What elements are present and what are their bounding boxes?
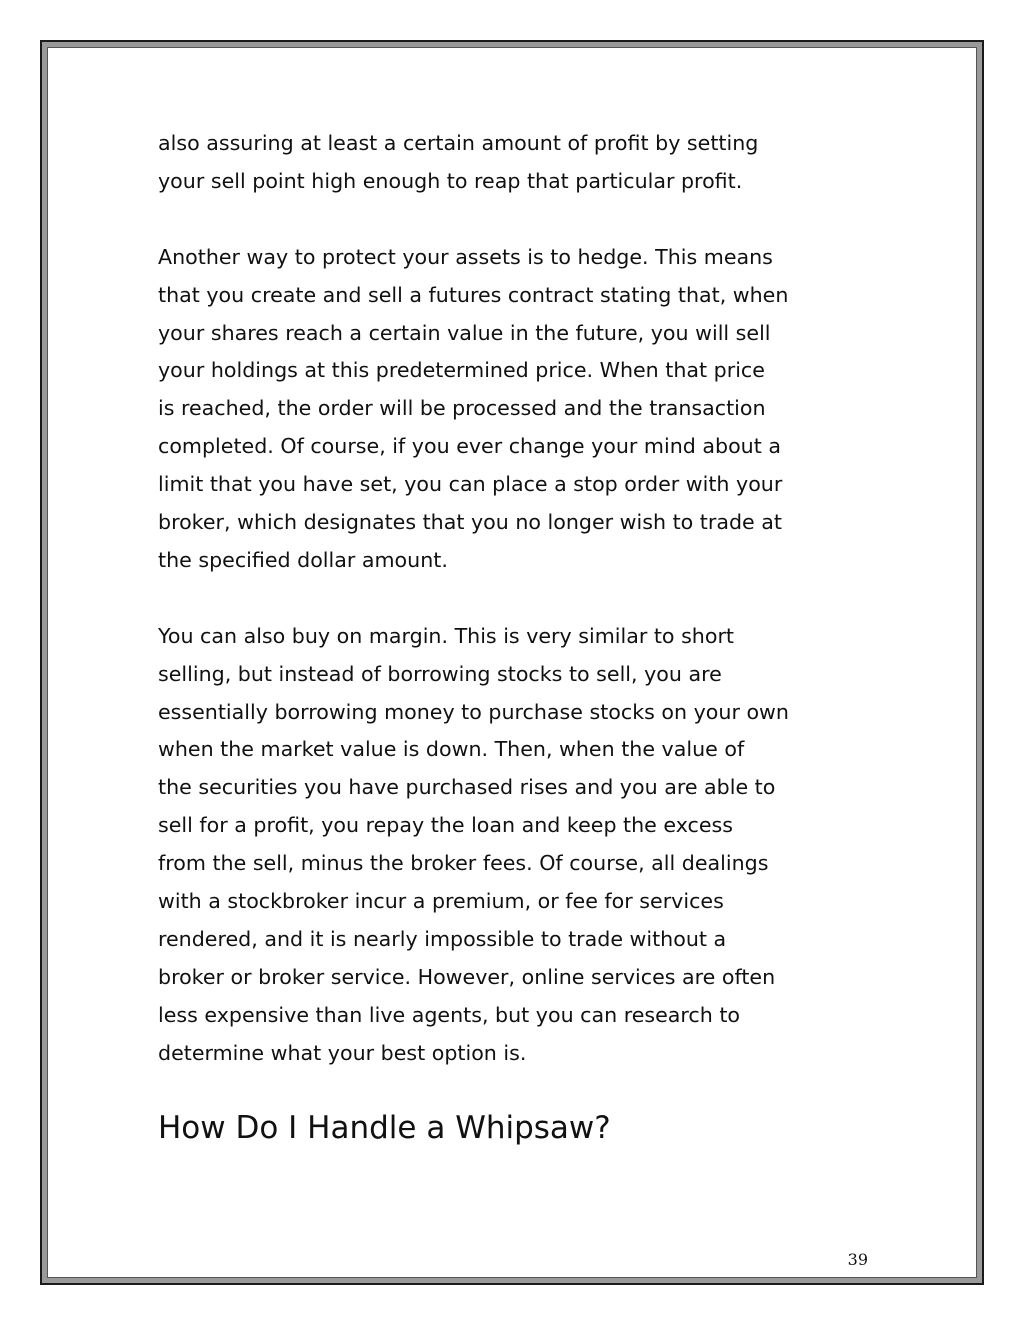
page-number: 39 [847,1250,868,1269]
paragraph: also assuring at least a certain amount of profit by setting your sell point high enough to reap that particular profit. [158,131,759,193]
section-heading: How Do I Handle a Whipsaw? [158,1110,611,1146]
paragraph: Another way to protect your assets is to hedge. This means that you create and sell a futures contract stating that, when your shares reach a certain value in the future, you will sell your holdings at this predetermined price. When that price is reached, the order will be processed and the transaction completed. Of course, if you ever change your mind about a limit that you have set, you can place a stop order with your broker, which designates that you no longer wish to trade at the specified dollar amount. [158,244,789,572]
paragraph-spacer [158,580,888,618]
paragraph: You can also buy on margin. This is very similar to short selling, but instead of borrowing stocks to sell, you are essentially borrowing money to purchase stocks on your own when the market value is down. Then, when the value of the securities you have purchased rises and you are able to sell for a profit, you repay the loan and keep the excess from the sell, minus the broker fees. Of course, all dealings with a stockbroker incur a premium, or fee for services rendered, and it is nearly impossible to trade without a broker or broker service. However, online services are often less expensive than live agents, but you can research to determine what your best option is. [158,623,789,1065]
body-text [158,125,888,1073]
page [47,47,977,1278]
page-border [40,40,984,1285]
paragraph-spacer [158,201,888,239]
